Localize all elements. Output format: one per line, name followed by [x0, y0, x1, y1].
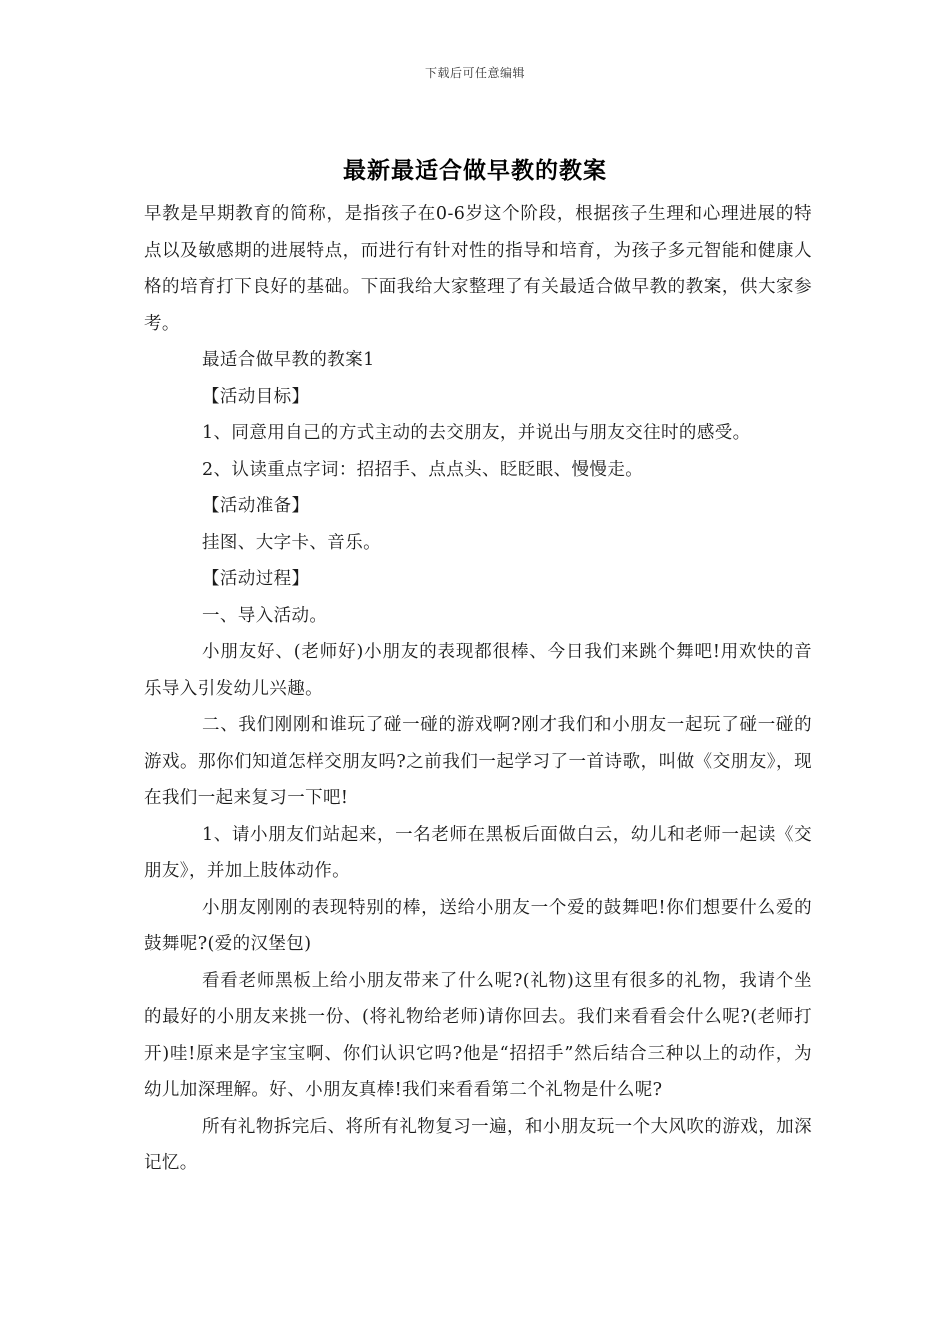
paragraph: 挂图、大字卡、音乐。 [202, 532, 381, 553]
paragraph: 二、我们刚刚和谁玩了碰一碰的游戏啊?刚才我们和小朋友一起玩了碰一碰的游戏。那你们知道怎样交朋友吗?之前我们一起学习了一首诗歌，叫做《交朋友》，现在我们一起来复习一下吧! [144, 715, 812, 808]
page-header: 下载后可任意编辑 [424, 66, 525, 80]
section-heading: 【活动过程】 [202, 569, 310, 589]
section-heading: 【活动目标】 [202, 386, 310, 407]
paragraph: 早教是早期教育的简称，是指孩子在0-6岁这个阶段，根据孩子生理和心理进展的特点以及敏感期的进展特点，而进行有针对性的指导和培育，为孩子多元智能和健康人格的培育打下良好的基础。下面我给大家整理了有关最适合做早教的教案，供大家参考。 [144, 204, 812, 334]
paragraph: 2、认读重点字词：招招手、点点头、眨眨眼、慢慢走。 [202, 459, 644, 480]
paragraph: 1、同意用自己的方式主动的去交朋友，并说出与朋友交往时的感受。 [202, 423, 751, 443]
paragraph: 看看老师黑板上给小朋友带来了什么呢?(礼物)这里有很多的礼物，我请个坐的最好的小朋友来挑一份、(将礼物给老师)请你回去。我们来看看会什么呢?(老师打开)哇!原来是字宝宝啊、你们认识它吗?他是“招招手”然后结合三种以上的动作，为幼儿加深理解。好、小朋友真棒!我们来看看第二个礼物是什么呢? [144, 970, 812, 1100]
document-title: 最新最适合做早教的教案 [343, 158, 607, 184]
paragraph: 1、请小朋友们站起来，一名老师在黑板后面做白云，幼儿和老师一起读《交朋友》，并加上肢体动作。 [144, 824, 812, 881]
section-heading: 【活动准备】 [202, 496, 310, 516]
paragraph: 最适合做早教的教案1 [202, 350, 375, 370]
paragraph: 小朋友刚刚的表现特别的棒，送给小朋友一个爱的鼓舞吧!你们想要什么爱的鼓舞呢?(爱的汉堡包) [144, 897, 812, 954]
paragraph: 小朋友好、(老师好)小朋友的表现都很棒、今日我们来跳个舞吧!用欢快的音乐导入引发幼儿兴趣。 [144, 642, 812, 699]
document-body [144, 196, 812, 1182]
paragraph: 所有礼物拆完后、将所有礼物复习一遍，和小朋友玩一个大风吹的游戏，加深记忆。 [144, 1116, 812, 1173]
paragraph: 一、导入活动。 [202, 605, 328, 626]
